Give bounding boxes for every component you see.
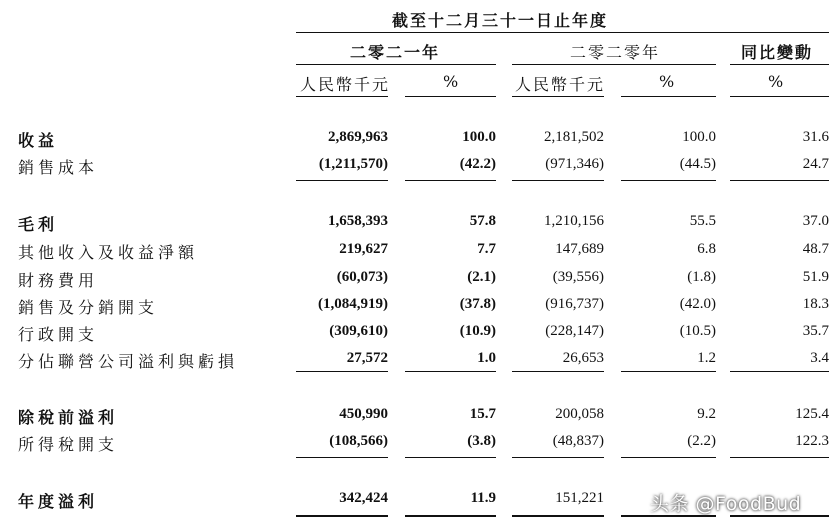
subtotal-line: [296, 457, 388, 458]
cell-v2020: 1,210,156: [544, 213, 604, 229]
cell-p2021: 15.7: [469, 406, 496, 422]
cell-p2021: (3.8): [467, 433, 496, 449]
cell-p2020: (2.2): [687, 433, 716, 449]
cell-v2021: (60,073): [336, 269, 388, 285]
period-underline: [296, 32, 829, 33]
cell-chg: 35.7: [802, 323, 829, 339]
col4-underline: [621, 96, 716, 97]
year-2021-underline: [296, 64, 496, 65]
row-label: 除稅前溢利: [18, 408, 119, 427]
cell-v2021: 219,627: [339, 241, 388, 257]
change-header: 同比變動: [741, 43, 814, 62]
cell-v2021: (309,610): [329, 323, 388, 339]
col2-underline: [405, 96, 496, 97]
cell-chg: 37.0: [802, 213, 829, 229]
total-double-line: [512, 515, 604, 517]
cell-p2020: 55.5: [689, 213, 716, 229]
row-label: 年度溢利: [18, 492, 99, 511]
cell-chg: 48.7: [802, 241, 829, 257]
col1-underline: [296, 96, 388, 97]
cell-v2020: 151,221: [555, 490, 604, 506]
cell-chg: 122.3: [795, 433, 829, 449]
subtotal-line: [512, 180, 604, 181]
cell-v2021: 1,658,393: [328, 213, 388, 229]
cell-v2021: 342,424: [339, 490, 388, 506]
row-label: 所得稅開支: [18, 435, 119, 454]
cell-p2021: (10.9): [459, 323, 496, 339]
subtotal-line: [405, 180, 496, 181]
subtotal-line: [512, 457, 604, 458]
period-header: 截至十二月三十一日止年度: [392, 11, 609, 30]
subtotal-line: [512, 371, 604, 372]
cell-chg: 125.4: [795, 406, 829, 422]
row-label: 收益: [18, 131, 59, 150]
cell-p2021: 1.0: [477, 350, 496, 366]
cell-v2021: (1,211,570): [318, 156, 388, 172]
cell-p2020: 100.0: [682, 129, 716, 145]
cell-v2020: 200,058: [555, 406, 604, 422]
row-label: 財務費用: [18, 271, 99, 290]
col5-underline: [730, 96, 829, 97]
total-double-line: [405, 515, 496, 517]
cell-p2021: (37.8): [459, 296, 496, 312]
cell-chg: 51.9: [802, 269, 829, 285]
row-label: 銷售成本: [18, 158, 99, 177]
row-label: 行政開支: [18, 325, 99, 344]
subtotal-line: [296, 371, 388, 372]
change-underline: [730, 64, 829, 65]
cell-p2020: (42.0): [679, 296, 716, 312]
cell-v2020: 26,653: [562, 350, 604, 366]
cell-chg: 18.3: [802, 296, 829, 312]
watermark: 头条 @FoodBud: [650, 493, 802, 515]
subtotal-line: [730, 371, 829, 372]
cell-p2021: (2.1): [467, 269, 496, 285]
cell-v2020: (48,837): [552, 433, 604, 449]
row-label: 毛利: [18, 215, 59, 234]
pct-2020: %: [659, 72, 677, 91]
col3-underline: [512, 96, 604, 97]
cell-v2021: (108,566): [329, 433, 388, 449]
row-label: 其他收入及收益淨額: [18, 243, 199, 262]
subtotal-line: [730, 180, 829, 181]
cell-p2021: (42.2): [459, 156, 496, 172]
cell-chg: 31.6: [802, 129, 829, 145]
cell-v2020: (39,556): [552, 269, 604, 285]
cell-v2020: (916,737): [545, 296, 604, 312]
pct-change: %: [768, 72, 786, 91]
cell-v2021: 27,572: [346, 350, 388, 366]
subtotal-line: [405, 457, 496, 458]
row-label: 銷售及分銷開支: [18, 298, 159, 317]
row-label: 分佔聯營公司溢利與虧損: [18, 352, 239, 371]
subtotal-line: [296, 180, 388, 181]
subtotal-line: [730, 457, 829, 458]
cell-p2021: 57.8: [469, 213, 496, 229]
cell-p2021: 100.0: [462, 129, 496, 145]
total-double-line: [296, 515, 388, 517]
cell-v2021: (1,084,919): [318, 296, 388, 312]
cell-v2021: 2,869,963: [328, 129, 388, 145]
year-2020-underline: [512, 64, 716, 65]
unit-rmb-2020: 人民幣千元: [515, 75, 606, 94]
cell-v2020: (228,147): [545, 323, 604, 339]
cell-p2020: (44.5): [679, 156, 716, 172]
cell-p2021: 7.7: [477, 241, 496, 257]
cell-p2020: 1.2: [697, 350, 716, 366]
subtotal-line: [621, 371, 716, 372]
cell-v2020: (971,346): [545, 156, 604, 172]
cell-v2021: 450,990: [339, 406, 388, 422]
cell-p2020: (1.8): [687, 269, 716, 285]
cell-p2021: 11.9: [470, 490, 496, 506]
unit-rmb-2021: 人民幣千元: [300, 75, 391, 94]
year-2020-header: 二零二零年: [570, 43, 661, 62]
subtotal-line: [621, 457, 716, 458]
pct-2021: %: [443, 72, 461, 91]
cell-v2020: 147,689: [555, 241, 604, 257]
cell-p2020: (10.5): [679, 323, 716, 339]
cell-p2020: 9.2: [697, 406, 716, 422]
cell-chg: 3.4: [810, 350, 829, 366]
cell-chg: 24.7: [802, 156, 829, 172]
subtotal-line: [405, 371, 496, 372]
subtotal-line: [621, 180, 716, 181]
year-2021-header: 二零二一年: [350, 43, 441, 62]
cell-v2020: 2,181,502: [544, 129, 604, 145]
cell-p2020: 6.8: [697, 241, 716, 257]
